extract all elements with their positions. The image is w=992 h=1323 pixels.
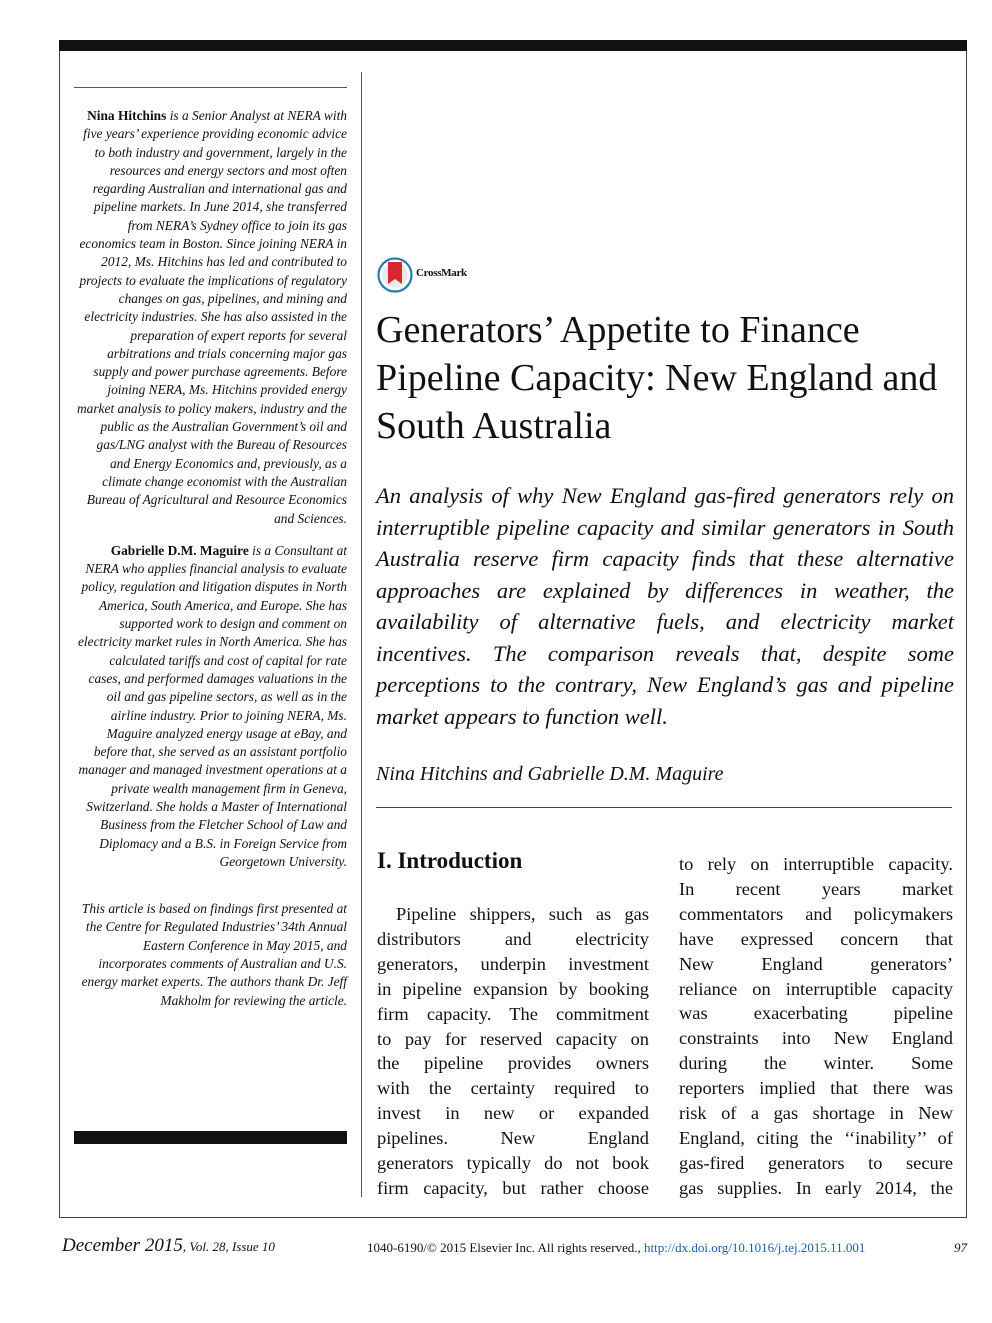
footer-issue-info — [62, 1235, 275, 1257]
body-line: during the winter. Some — [679, 1053, 953, 1074]
body-line: Pipeline shippers, such as gas — [396, 904, 649, 924]
author-bio-hitchins — [74, 107, 347, 528]
body-line: gas supplies. In early 2014, the — [679, 1177, 953, 1198]
body-line: with the certainty required to — [377, 1078, 649, 1099]
body-line: firm capacity, but rather choose — [377, 1177, 649, 1198]
footer-rights-text: 1040-6190/© 2015 Elsevier Inc. All rights reserved., — [367, 1240, 645, 1255]
section-heading: I. Introduction — [377, 848, 523, 873]
crossmark-label: CrossMark — [416, 267, 467, 279]
top-border-bar — [59, 40, 967, 51]
column-divider — [361, 72, 362, 1197]
footer-page-number: 97 — [954, 1240, 967, 1255]
sidebar-bottom-bar — [74, 1131, 347, 1144]
article-authors: Nina Hitchins and Gabrielle D.M. Maguire — [376, 763, 724, 785]
body-line: generators, underpin investment — [377, 953, 649, 974]
bio-name: Nina Hitchins — [87, 108, 167, 123]
body-line: gas-fired generators to secure — [679, 1152, 953, 1173]
author-bio-sidebar — [74, 107, 347, 1010]
body-column-right — [679, 852, 953, 1201]
footer-copyright — [367, 1240, 865, 1256]
body-line: England, citing the ‘‘inability’’ of — [679, 1127, 953, 1148]
body-line: in pipeline expansion by booking — [377, 978, 649, 999]
body-line: commentators and policymakers — [679, 903, 953, 924]
body-line: firm capacity. The commitment — [377, 1003, 649, 1024]
frame-right-rule — [966, 51, 967, 1218]
sidebar-top-rule — [74, 87, 347, 88]
body-line: reliance on interruptible capacity — [679, 978, 953, 999]
footer-volume-issue: , Vol. 28, Issue 10 — [182, 1239, 275, 1254]
body-line: reporters implied that there was — [679, 1078, 953, 1099]
body-line: pipelines. New England — [377, 1128, 649, 1149]
crossmark-badge[interactable] — [377, 256, 487, 294]
author-bio-maguire — [74, 542, 347, 871]
article-title: Generators’ Appetite to Finance Pipeline Capacity: New England and South Australia — [376, 309, 938, 447]
body-line: distributors and electricity — [377, 928, 649, 949]
footer-date: December 2015 — [62, 1235, 183, 1256]
bio-name: Gabrielle D.M. Maguire — [110, 542, 249, 558]
article-note: This article is based on findings first presented at the Centre for Regulated Industries’ 34th Annual Eastern Conference in May 2015, and incorporates comments of Australian and U.S. energy market experts. The authors thank Dr. Jeff Makholm for reviewing the article. — [81, 901, 347, 1008]
body-line: In recent years market — [679, 878, 953, 899]
body-column-left — [377, 902, 649, 1201]
bio-text: is a Consultant at NERA who applies financial analysis to evaluate policy, regulation and litigation disputes in North America, South America, and Europe. She has supported work to design and comment on electricity market rules in North America. She has calculated tariffs and cost of capital for rate cases, and performed damages valuations in the oil and gas pipeline sectors, as well as in the airline industry. Prior to joining NERA, Ms. Maguire analyzed energy usage at eBay, and before that, she served as an assistant portfolio manager and managed investment operations at a private wealth management firm in Geneva, Switzerland. She holds a Master of International Business from the Fletcher School of Law and Diplomacy and a B.S. in Foreign Service from Georgetown University. — [77, 542, 347, 869]
frame-left-rule — [59, 51, 60, 1218]
article-abstract: An analysis of why New England gas-fired generators rely on interruptible pipeline capacity and similar generators in South Australia reserve firm capacity finds that these alternative approaches are explained by differences in weather, the availability of alternative fuels, and electricity market incentives. The comparison reveals that, despite some perceptions to the contrary, New England’s gas and pipeline market appears to function well. — [376, 483, 954, 729]
body-line: to rely on interruptible capacity. — [679, 854, 953, 874]
body-line: was exacerbating pipeline — [679, 1003, 953, 1024]
body-line: invest in new or expanded — [377, 1103, 649, 1124]
body-line: risk of a gas shortage in New — [679, 1103, 953, 1124]
body-line: New England generators’ — [679, 953, 953, 974]
crossmark-icon — [377, 256, 413, 294]
body-line: the pipeline provides owners — [377, 1053, 649, 1074]
body-line: have expressed concern that — [679, 928, 953, 949]
bio-text: is a Senior Analyst at NERA with five years’ experience providing economic advice to both industry and government, largely in the resources and energy sectors and most often regarding Australian and international gas and pipeline markets. In June 2014, she transferred from NERA’s Sydney office to join its gas economics team in Boston. Since joining NERA in 2012, Ms. Hitchins has led and contributed to projects to evaluate the implications of regulatory changes on gas, pipelines, and mining and electricity industries. She has also assisted in the preparation of expert reports for several arbitrations and trials concerning major gas supply and power purchase agreements. Before joining NERA, Ms. Hitchins provided energy market analysis to policy makers, industry and the public as the Australian Government’s oil and gas/LNG analyst with the Bureau of Resources and Energy Economics and, previously, as a climate change economist with the Australian Bureau of Agricultural and Resource Economics and Sciences. — [76, 108, 347, 526]
frame-bottom-rule — [59, 1217, 967, 1218]
body-line: generators typically do not book — [377, 1153, 649, 1174]
footer-doi-link[interactable]: http://dx.doi.org/10.1016/j.tej.2015.11.001 — [644, 1240, 866, 1255]
body-line: constraints into New England — [679, 1028, 953, 1049]
title-block-rule — [376, 807, 952, 808]
body-line: to pay for reserved capacity on — [377, 1028, 649, 1049]
